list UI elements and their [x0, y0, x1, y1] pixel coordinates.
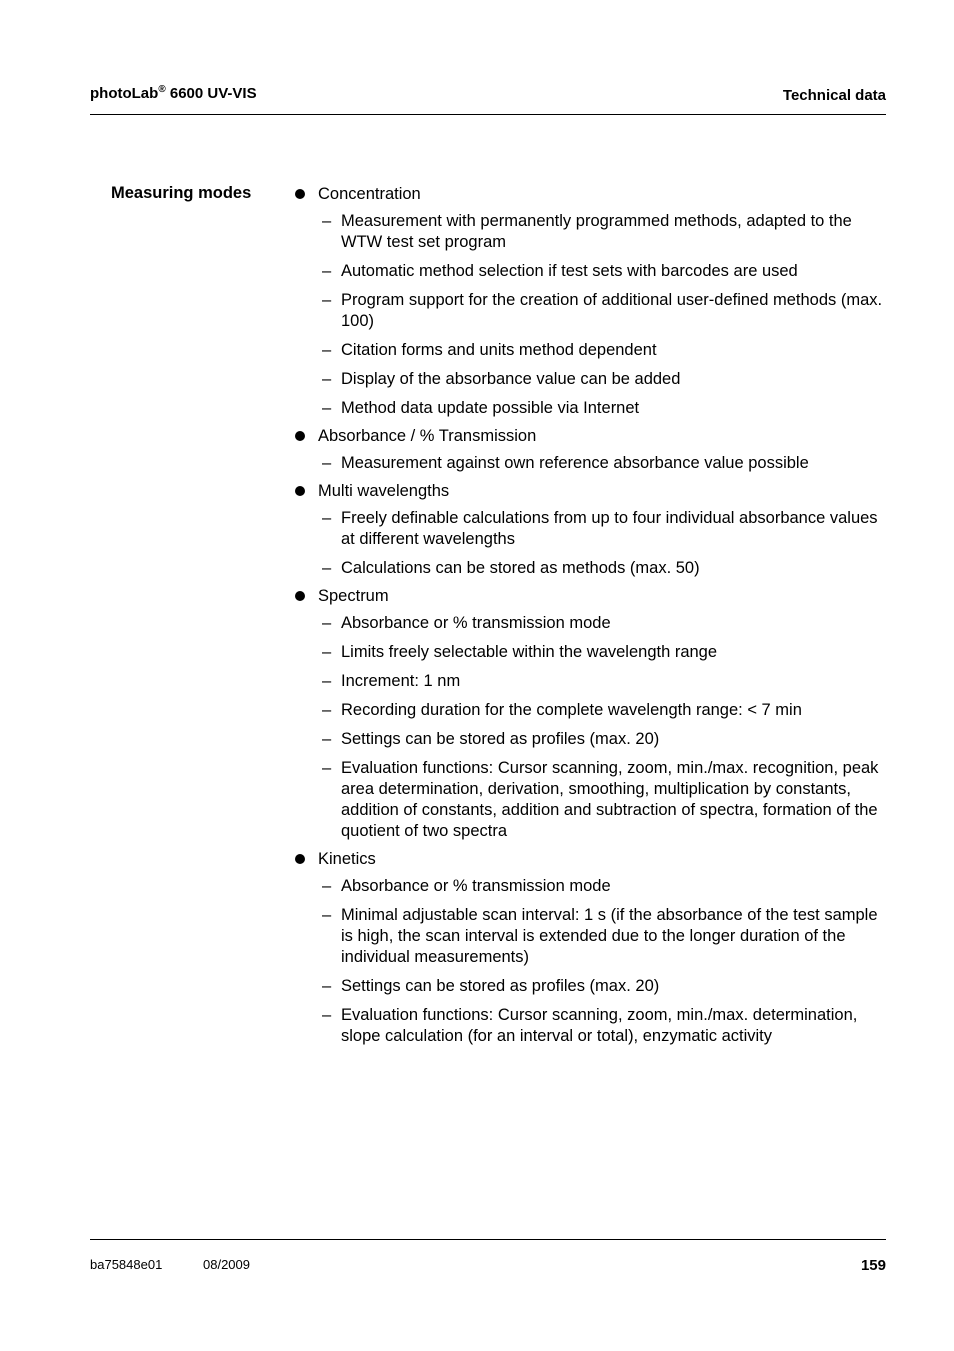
sub-list-item — [294, 290, 886, 332]
header-product-title — [90, 84, 257, 102]
sub-list-item — [294, 613, 886, 634]
sub-item-text: Measurement against own reference absorbance value possible — [341, 454, 809, 472]
dash-icon: – — [322, 730, 332, 748]
bullet-row — [294, 184, 886, 205]
sub-list-item — [294, 905, 886, 968]
dash-icon: – — [322, 977, 332, 995]
footer-date: 08/2009 — [203, 1257, 250, 1272]
sub-item-text: Evaluation functions: Cursor scanning, zoom, min./max. recognition, peak area determination, derivation, smoothing, multiplication by constants, addition of constants, addition and subtraction of spectra, formation of the quotient of two spectra — [341, 759, 879, 840]
mode-label: Kinetics — [318, 850, 376, 868]
mode-label: Multi wavelengths — [318, 482, 450, 500]
mode-label: Spectrum — [318, 587, 389, 605]
sub-item-text: Limits freely selectable within the wavelength range — [341, 643, 718, 661]
list-item — [294, 184, 886, 419]
dash-icon: – — [322, 212, 332, 230]
dash-icon: – — [322, 643, 332, 661]
dash-icon: – — [322, 614, 332, 632]
sub-list-item — [294, 508, 886, 550]
sub-item-text: Program support for the creation of additional user-defined methods (max. 100) — [341, 291, 883, 330]
header-section-title: Technical data — [782, 87, 886, 104]
sub-list-item — [294, 758, 886, 842]
sub-list-item — [294, 558, 886, 579]
sub-list-item — [294, 642, 886, 663]
sub-item-text: Display of the absorbance value can be added — [341, 370, 681, 388]
dash-icon: – — [322, 559, 332, 577]
sub-list-item — [294, 453, 886, 474]
bullet-icon — [295, 854, 305, 864]
sub-list — [294, 453, 886, 474]
sub-list-item — [294, 398, 886, 419]
list-item — [294, 481, 886, 579]
sub-list-item — [294, 1005, 886, 1047]
sub-item-text: Automatic method selection if test sets with barcodes are used — [341, 262, 798, 280]
sub-list-item — [294, 729, 886, 750]
footer-doc-number: ba75848e01 — [90, 1257, 163, 1272]
sub-list — [294, 876, 886, 1047]
sub-list-item — [294, 976, 886, 997]
dash-icon: – — [322, 341, 332, 359]
sub-item-text: Increment: 1 nm — [341, 672, 461, 690]
list-item — [294, 849, 886, 1047]
bullet-row — [294, 849, 886, 870]
bullet-row — [294, 481, 886, 502]
dash-icon: – — [322, 701, 332, 719]
sub-item-text: Settings can be stored as profiles (max. 20) — [341, 977, 660, 995]
dash-icon: – — [322, 509, 332, 527]
dash-icon: – — [322, 291, 332, 309]
bullet-row — [294, 586, 886, 607]
sub-item-text: Measurement with permanently programmed methods, adapted to the WTW test set program — [341, 212, 852, 251]
sub-list-item — [294, 700, 886, 721]
bullet-icon — [295, 189, 305, 199]
list-item — [294, 586, 886, 842]
measuring-modes-list — [294, 184, 886, 1054]
sub-list — [294, 613, 886, 842]
sub-item-text: Recording duration for the complete wavelength range: < 7 min — [341, 701, 802, 719]
sub-item-text: Calculations can be stored as methods (max. 50) — [341, 559, 700, 577]
header-model: 6600 UV-VIS — [165, 85, 257, 102]
dash-icon: – — [322, 759, 332, 777]
sub-list — [294, 508, 886, 579]
header-product-name: photoLab — [90, 85, 159, 102]
sub-list — [294, 211, 886, 419]
dash-icon: – — [322, 262, 332, 280]
page-number: 159 — [860, 1257, 886, 1274]
page-header — [90, 84, 886, 115]
mode-label: Concentration — [318, 185, 421, 203]
sub-list-item — [294, 340, 886, 361]
sub-list-item — [294, 211, 886, 253]
sub-item-text: Minimal adjustable scan interval: 1 s (if the absorbance of the test sample is high, the scan interval is extended due to the longer duration of the individual measurements) — [341, 906, 878, 966]
sub-item-text: Freely definable calculations from up to four individual absorbance values at different wavelengths — [341, 509, 878, 548]
registered-mark: ® — [158, 84, 166, 95]
sub-list-item — [294, 876, 886, 897]
list-item — [294, 426, 886, 474]
sub-list-item — [294, 369, 886, 390]
sub-item-text: Citation forms and units method dependent — [341, 341, 657, 359]
dash-icon: – — [322, 672, 332, 690]
sub-item-text: Evaluation functions: Cursor scanning, zoom, min./max. determination, slope calculation (for an interval or total), enzymatic activity — [341, 1006, 858, 1045]
sub-item-text: Method data update possible via Internet — [341, 399, 640, 417]
sub-list-item — [294, 671, 886, 692]
sub-item-text: Settings can be stored as profiles (max. 20) — [341, 730, 660, 748]
dash-icon: – — [322, 906, 332, 924]
bullet-icon — [295, 591, 305, 601]
dash-icon: – — [322, 877, 332, 895]
bullet-icon — [295, 431, 305, 441]
bullet-row — [294, 426, 886, 447]
dash-icon: – — [322, 1006, 332, 1024]
sub-item-text: Absorbance or % transmission mode — [341, 614, 611, 632]
sub-item-text: Absorbance or % transmission mode — [341, 877, 611, 895]
mode-label: Absorbance / % Transmission — [318, 427, 537, 445]
sub-list-item — [294, 261, 886, 282]
dash-icon: – — [322, 399, 332, 417]
dash-icon: – — [322, 454, 332, 472]
page-footer — [90, 1239, 886, 1274]
bullet-icon — [295, 486, 305, 496]
dash-icon: – — [322, 370, 332, 388]
section-label: Measuring modes — [111, 184, 252, 202]
